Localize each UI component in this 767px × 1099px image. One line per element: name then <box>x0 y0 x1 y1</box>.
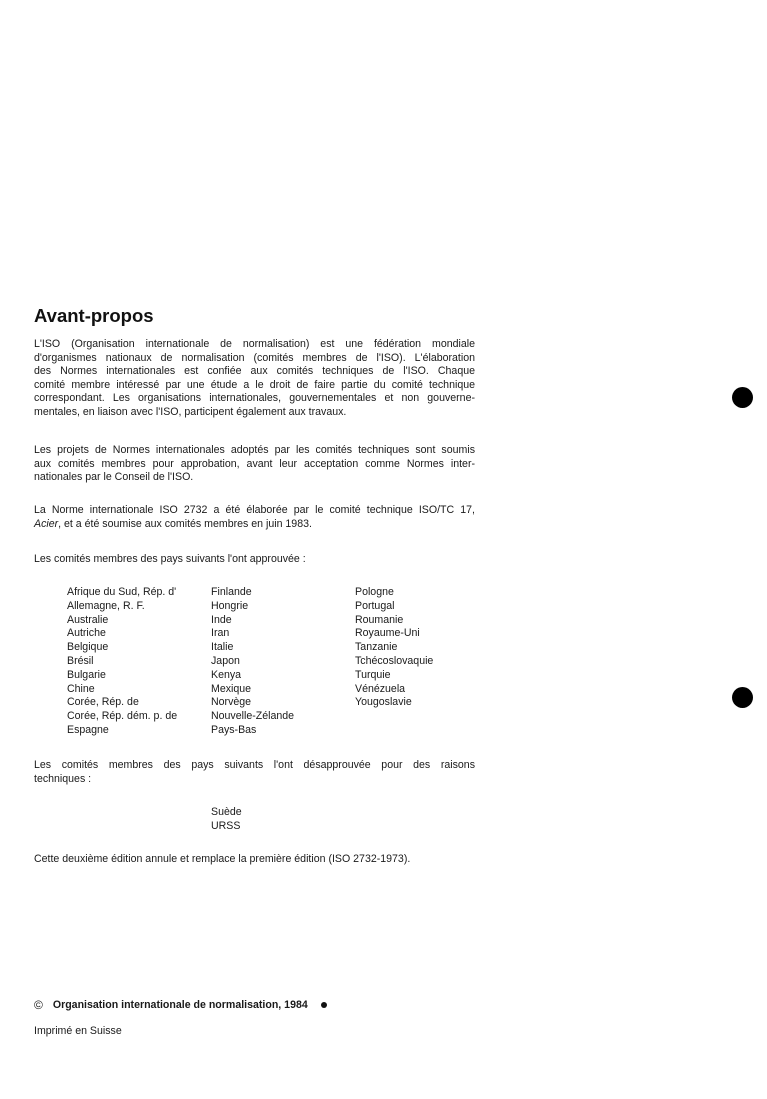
standard-line <box>34 518 475 532</box>
copyright-symbol: © <box>34 998 43 1012</box>
country-item: Iran <box>211 627 230 640</box>
committee-name: Acier <box>34 517 59 530</box>
intro-line: correspondant. Les organisations internationales, gouvernementales et non gouverne- <box>34 392 475 405</box>
country-item: Inde <box>211 613 232 626</box>
printed-in: Imprimé en Suisse <box>34 1025 122 1037</box>
projects-line: aux comités membres pour approbation, avant leur acceptation comme Normes inter- <box>34 457 475 470</box>
disapproved-line: Les comités membres des pays suivants l'ont désapprouvée pour des raisons <box>34 759 475 771</box>
country-item: Espagne <box>67 723 109 736</box>
country-item: Turquie <box>355 668 391 681</box>
country-item: Corée, Rép. dém. p. de <box>67 710 178 723</box>
intro-line: d'organismes nationaux de normalisation (comités membres de l'ISO). L'élaboration <box>34 351 475 364</box>
country-item: Afrique du Sud, Rép. d' <box>67 586 177 598</box>
country-item: Brésil <box>67 654 94 667</box>
country-item: Pologne <box>355 586 394 598</box>
country-item: Norvège <box>211 696 252 709</box>
country-item: Pays-Bas <box>211 723 257 736</box>
country-item: Portugal <box>355 599 395 612</box>
country-item: Finlande <box>211 586 252 598</box>
copyright-organisation: Organisation internationale de normalisation, 1984 <box>52 999 308 1011</box>
country-item: Hongrie <box>211 599 249 612</box>
intro-paragraph <box>34 338 475 420</box>
country-item: Allemagne, R. F. <box>67 599 145 612</box>
country-item: Australie <box>67 613 109 626</box>
country-item: Belgique <box>67 641 109 654</box>
country-item: Autriche <box>67 627 106 640</box>
country-item: Nouvelle-Zélande <box>211 710 295 723</box>
margin-dot-marker <box>732 387 753 408</box>
country-item: Corée, Rép. de <box>67 696 139 709</box>
projects-line: nationales par le Conseil de l'ISO. <box>34 471 194 484</box>
approved-list-col-1 <box>67 586 177 738</box>
approved-list-col-3 <box>355 586 433 710</box>
standard-paragraph <box>34 504 475 531</box>
projects-paragraph <box>34 444 475 485</box>
country-item: Tanzanie <box>355 641 398 654</box>
approved-intro: Les comités membres des pays suivants l'ont approuvée : <box>34 553 306 565</box>
country-item: Italie <box>211 641 234 654</box>
approved-list-col-2 <box>211 586 294 738</box>
projects-line: Les projets de Normes internationales adoptés par les comités techniques sont soumis <box>34 444 475 456</box>
country-item: Chine <box>67 682 95 695</box>
country-item: Vénézuela <box>355 682 406 695</box>
disapproved-line: techniques : <box>34 772 92 785</box>
standard-line-rest: , et a été soumise aux comités membres en juin 1983. <box>58 517 312 530</box>
intro-line: mentales, en liaison avec l'ISO, participent également aux travaux. <box>34 405 347 418</box>
country-item: Tchécoslovaquie <box>355 654 434 667</box>
page-title: Avant-propos <box>34 305 154 326</box>
country-item: Japon <box>211 654 240 667</box>
country-item: Royaume-Uni <box>355 627 420 640</box>
country-item: URSS <box>211 819 241 832</box>
country-item: Yougoslavie <box>355 696 412 709</box>
country-item: Roumanie <box>355 613 404 626</box>
intro-line: comité membre intéressé par une étude a le droit de faire partie du comité technique <box>34 378 475 391</box>
disapproved-list <box>211 806 242 834</box>
intro-line: L'ISO (Organisation internationale de normalisation) est une fédération mondiale <box>34 338 475 350</box>
margin-dot-marker <box>732 687 753 708</box>
country-item: Bulgarie <box>67 668 106 681</box>
bullet-dot <box>321 1002 327 1008</box>
copyright-line <box>34 998 327 1012</box>
standard-line: La Norme internationale ISO 2732 a été élaborée par le comité technique ISO/TC 17, <box>34 504 475 516</box>
disapproved-paragraph <box>34 759 475 786</box>
intro-line: des Normes internationales est confiée aux comités techniques de l'ISO. Chaque <box>34 365 475 378</box>
country-item: Kenya <box>211 668 242 681</box>
edition-note: Cette deuxième édition annule et remplace la première édition (ISO 2732-1973). <box>34 853 411 865</box>
country-item: Suède <box>211 806 242 818</box>
country-item: Mexique <box>211 682 252 695</box>
